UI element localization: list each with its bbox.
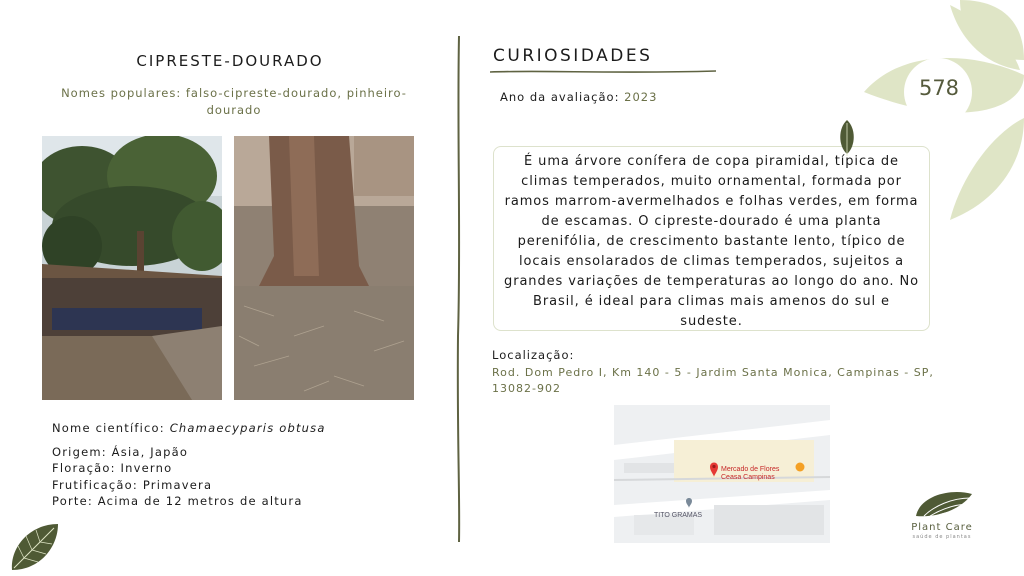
decorative-leaves xyxy=(860,0,1024,230)
map-marker-line1: Mercado de Flores xyxy=(721,466,780,473)
popular-names-label: Nomes populares: xyxy=(61,86,182,100)
map-marker-label xyxy=(721,466,779,482)
plant-title: CIPRESTE-DOURADO xyxy=(136,52,324,70)
scientific-name xyxy=(52,421,326,435)
small-leaf-icon xyxy=(836,120,858,156)
origin-info: Origem: Ásia, Japão xyxy=(52,445,189,459)
popular-names xyxy=(48,85,420,119)
curiosities-title: CURIOSIDADES xyxy=(493,46,653,66)
location-map[interactable] xyxy=(614,405,830,543)
fruiting-info: Frutificação: Primavera xyxy=(52,478,213,492)
scientific-name-value: Chamaecyparis obtusa xyxy=(169,421,326,435)
tree-trunk-photo xyxy=(234,136,414,400)
scientific-name-label: Nome científico: xyxy=(52,421,165,435)
year-label: Ano da avaliação: xyxy=(500,90,620,104)
map-secondary-label: TITO GRAMAS xyxy=(654,512,703,519)
title-underline xyxy=(490,68,716,76)
tree-canopy-photo xyxy=(42,136,222,400)
map-marker-line2: Ceasa Campinas xyxy=(721,474,775,481)
location-address: Rod. Dom Pedro I, Km 140 - 5 - Jardim Santa Monica, Campinas - SP, 13082-902 xyxy=(492,366,934,395)
vertical-divider xyxy=(452,36,466,542)
leaf-icon xyxy=(10,522,60,572)
logo-tagline: saúde de plantas xyxy=(912,534,972,540)
year-value: 2023 xyxy=(624,90,658,104)
location-label: Localização: xyxy=(492,348,575,362)
popular-names-value: falso-cipreste-dourado, pinheiro-dourado xyxy=(185,86,407,117)
flowering-info: Floração: Inverno xyxy=(52,461,173,475)
description-box: É uma árvore conífera de copa piramidal, típica de climas temperados, muito ornamental, formada por ramos marrom-avermelhados e folhas verdes, em forma de escamas. O cipreste-dourado é uma planta perenifólia, de crescimento bastante lento, típico de locais ensolarados de climas temperados, sujeitos a grandes variações de temperaturas ao longo do ano. No Brasil, é ideal para climas mais amenos do sul e sudeste. xyxy=(493,146,930,331)
evaluation-year xyxy=(500,90,657,104)
logo-name: Plant Care xyxy=(911,522,973,533)
size-info: Porte: Acima de 12 metros de altura xyxy=(52,494,303,508)
page-number-badge: 578 xyxy=(918,76,960,100)
